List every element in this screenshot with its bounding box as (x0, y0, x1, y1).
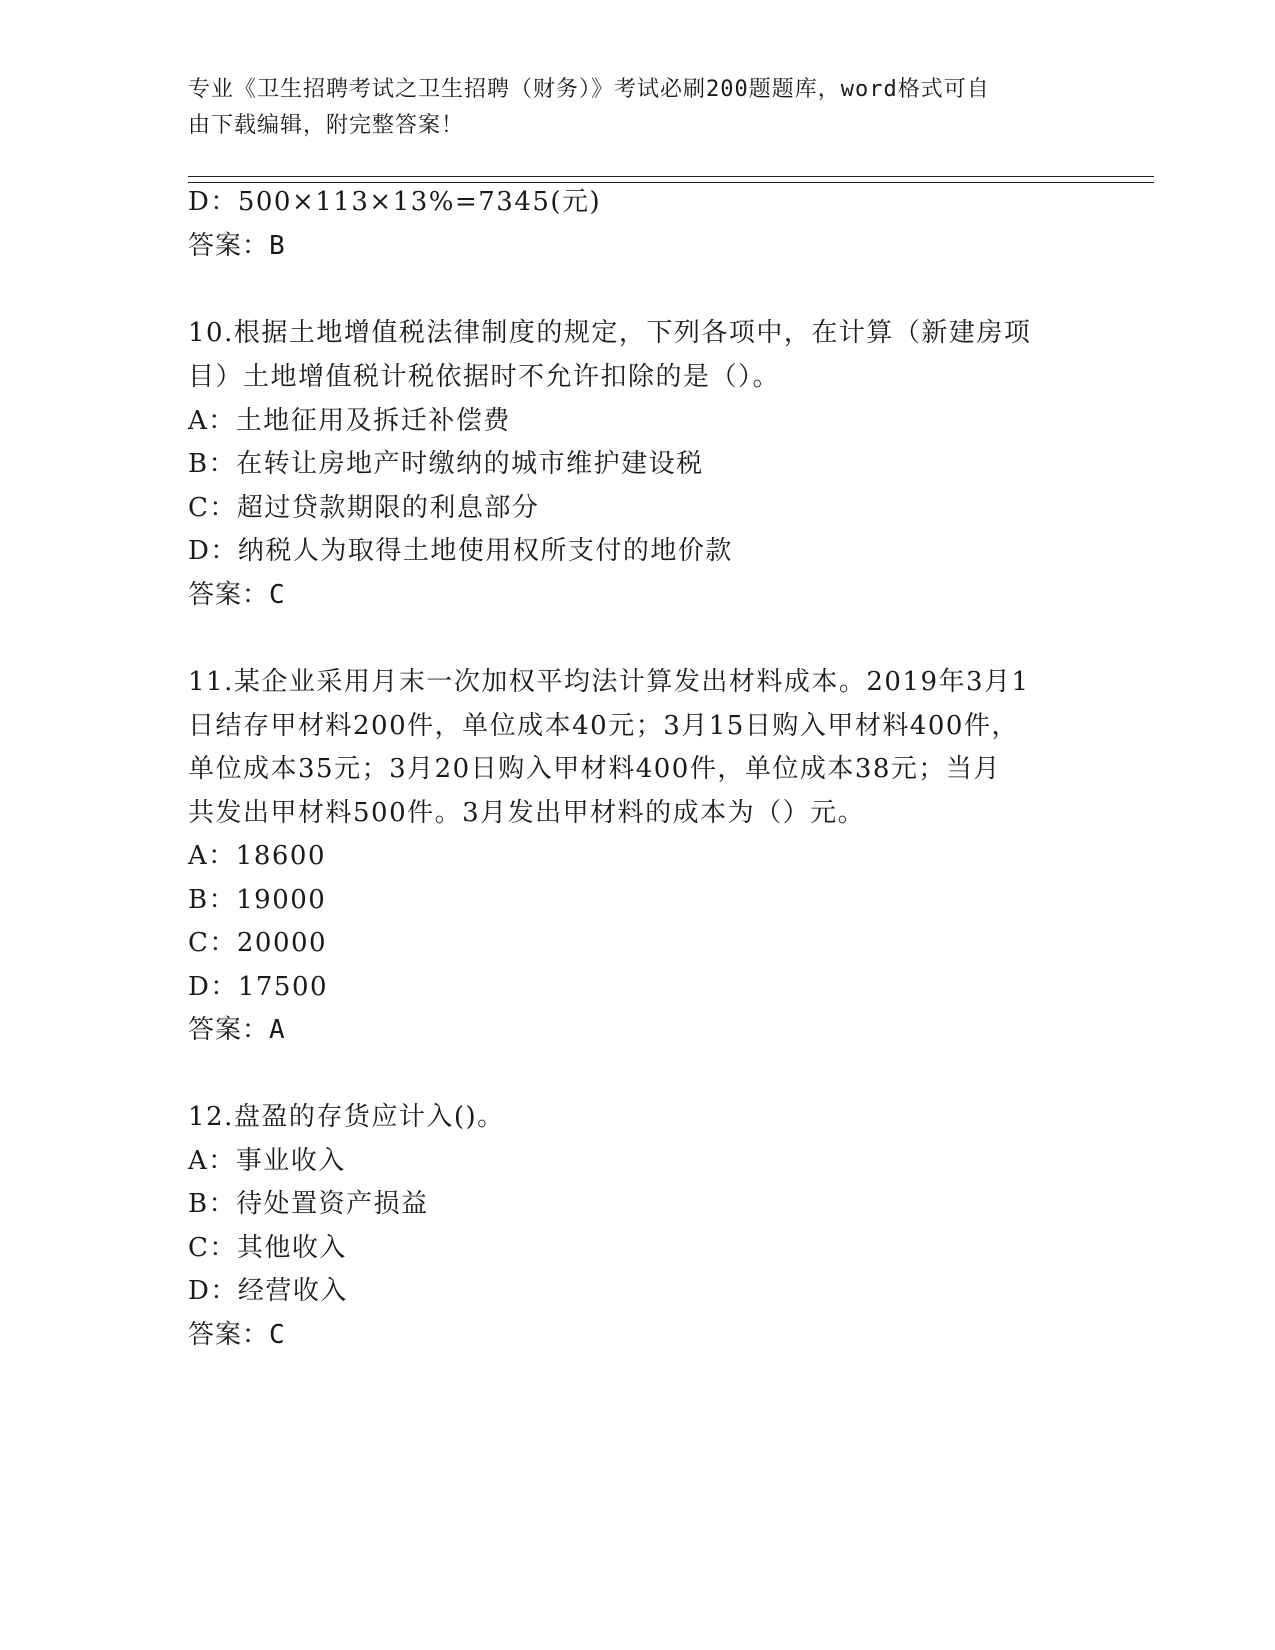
q12-option-b: B：待处置资产损益 (188, 1189, 429, 1219)
q10-option-c: C：超过贷款期限的利息部分 (188, 493, 540, 523)
q11-answer: 答案：A (188, 1015, 286, 1045)
document-header (188, 72, 1068, 144)
q10-option-a: A：土地征用及拆迁补偿费 (188, 406, 511, 436)
prev-answer: 答案：B (188, 231, 286, 261)
header-divider-top (188, 176, 1154, 177)
q11-option-a: A：18600 (188, 841, 326, 871)
q11-option-b: B：19000 (188, 885, 327, 915)
q11-stem-line-1: 11.某企业采用月末一次加权平均法计算发出材料成本。2019年3月1 (188, 667, 1030, 697)
q12-option-d: D：经营收入 (188, 1276, 348, 1306)
q12-answer: 答案：C (188, 1320, 286, 1350)
q10-answer: 答案：C (188, 580, 286, 610)
q11-stem-line-3: 单位成本35元；3月20日购入甲材料400件，单位成本38元；当月 (188, 754, 1001, 784)
q11-option-c: C：20000 (188, 928, 328, 958)
q12-option-a: A：事业收入 (188, 1146, 346, 1176)
q10-option-b: B：在转让房地产时缴纳的城市维护建设税 (188, 449, 704, 479)
header-line-2: 由下载编辑，附完整答案！ (188, 113, 465, 138)
q10-stem-line-2: 目）土地增值税计税依据时不允许扣除的是（）。 (188, 362, 781, 392)
q12-stem-line-1: 12.盘盈的存货应计入()。 (188, 1102, 505, 1132)
q11-stem-line-2: 日结存甲材料200件，单位成本40元；3月15日购入甲材料400件， (188, 711, 1019, 741)
prev-option-d: D：500×113×13%=7345(元) (188, 187, 602, 217)
q10-stem-line-1: 10.根据土地增值税法律制度的规定，下列各项中，在计算（新建房项 (188, 318, 1032, 348)
q11-option-d: D：17500 (188, 972, 329, 1002)
q11-stem-line-4: 共发出甲材料500件。3月发出甲材料的成本为（）元。 (188, 798, 866, 828)
q12-option-c: C：其他收入 (188, 1233, 347, 1263)
q10-option-d: D：纳税人为取得土地使用权所支付的地价款 (188, 536, 733, 566)
header-divider-bottom (188, 182, 1154, 183)
header-line-1: 专业《卫生招聘考试之卫生招聘（财务）》考试必刷200题题库，word格式可自 (188, 77, 990, 102)
